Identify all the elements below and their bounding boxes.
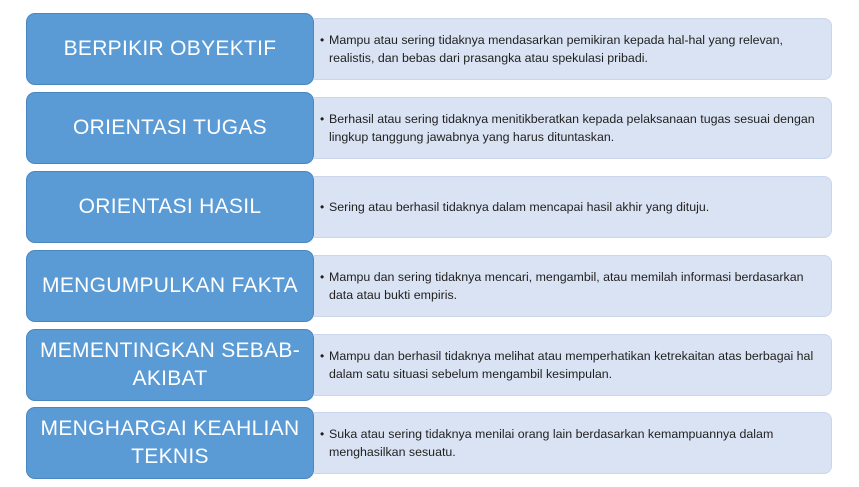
description-box: [314, 412, 832, 474]
competency-label: MENGHARGAI KEAHLIAN TEKNIS: [40, 417, 300, 468]
description-box: [314, 255, 832, 317]
competency-label: ORIENTASI HASIL: [78, 195, 262, 218]
row-berpikir-obyektif: [26, 13, 832, 85]
bullet: •: [320, 349, 325, 363]
label-box: [26, 13, 314, 85]
description-box: [314, 176, 832, 238]
row-orientasi-hasil: [26, 171, 832, 243]
competency-description: Suka atau sering tidaknya menilai orang lain berdasarkan kemampuannya dalam menghasilkan sesuatu.: [329, 427, 774, 459]
label-box: [26, 329, 314, 401]
label-box: [26, 407, 314, 479]
row-menghargai-keahlian-teknis: [26, 407, 832, 479]
label-box: [26, 92, 314, 164]
bullet: •: [320, 200, 325, 214]
competency-description: Mampu dan sering tidaknya mencari, mengambil, atau memilah informasi berdasarkan data atau bukti empiris.: [329, 270, 804, 302]
bullet: •: [320, 427, 325, 441]
competency-label: MEMENTINGKAN SEBAB-AKIBAT: [39, 339, 301, 390]
bullet: •: [320, 112, 325, 126]
bullet: •: [320, 270, 325, 284]
row-mengumpulkan-fakta: [26, 250, 832, 322]
bullet: •: [320, 33, 325, 47]
competency-label: BERPIKIR OBYEKTIF: [63, 37, 277, 60]
competency-label: ORIENTASI TUGAS: [73, 116, 267, 139]
competency-description: Sering atau berhasil tidaknya dalam mencapai hasil akhir yang dituju.: [329, 200, 710, 214]
label-box: [26, 250, 314, 322]
label-box: [26, 171, 314, 243]
row-orientasi-tugas: [26, 92, 832, 164]
competency-description: Berhasil atau sering tidaknya menitikberatkan kepada pelaksanaan tugas sesuai dengan lingkup tanggung jawabnya yang harus dituntaskan.: [329, 112, 815, 144]
competency-label: MENGUMPULKAN FAKTA: [42, 274, 298, 297]
description-box: [314, 97, 832, 159]
competency-description: Mampu atau sering tidaknya mendasarkan pemikiran kepada hal-hal yang relevan, realistis, dan bebas dari prasangka atau spekulasi pribadi.: [329, 33, 783, 65]
row-mementingkan-sebab-akibat: [26, 329, 832, 401]
competency-description: Mampu dan berhasil tidaknya melihat atau memperhatikan ketrekaitan atas berbagai hal dalam satu situasi sebelum mengambil kesimpulan.: [329, 349, 814, 381]
description-box: [314, 18, 832, 80]
description-box: [314, 334, 832, 396]
